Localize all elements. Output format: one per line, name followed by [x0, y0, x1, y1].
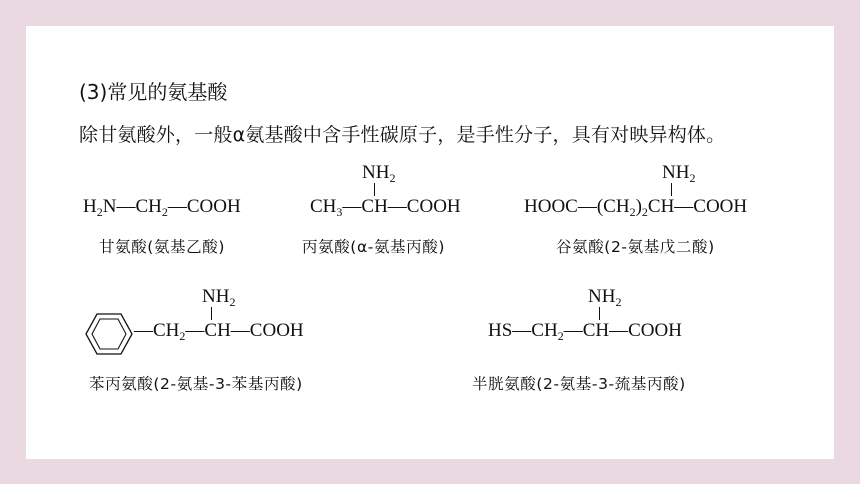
alanine-caption: 丙氨酸(α-氨基丙酸): [302, 238, 446, 256]
intro-paragraph: 除甘氨酸外，一般α氨基酸中含手性碳原子，是手性分子，具有对映异构体。: [79, 124, 726, 146]
alanine-formula: $CH_3—CH—COOH$: [310, 196, 461, 219]
alanine-amino-group: $NH_2$: [362, 162, 396, 185]
slide-canvas: [26, 26, 834, 459]
phenylalanine-amino-bond: [211, 307, 212, 320]
phenylalanine-formula: $—CH_2—CH—COOH$: [134, 320, 304, 343]
glycine-formula: $H_2N—CH_2—COOH$: [83, 196, 241, 219]
cysteine-formula: $HS—CH_2—CH—COOH$: [488, 320, 682, 343]
glutamic-acid-amino-bond: [671, 183, 672, 196]
phenylalanine-amino-group: $NH_2$: [202, 286, 236, 309]
glutamic-acid-amino-group: $NH_2$: [662, 162, 696, 185]
glutamic-acid-caption: 谷氨酸(2-氨基戊二酸): [556, 238, 715, 256]
cysteine-amino-bond: [599, 307, 600, 320]
section-heading: (3)常见的氨基酸: [79, 80, 228, 104]
glycine-caption: 甘氨酸(氨基乙酸): [99, 238, 225, 256]
alanine-amino-bond: [374, 183, 375, 196]
glutamic-acid-formula: $HOOC—(CH_2)_2CH—COOH$: [524, 196, 748, 219]
benzene-ring-icon: [84, 312, 134, 356]
cysteine-caption: 半胱氨酸(2-氨基-3-巯基丙酸): [472, 375, 686, 393]
phenylalanine-caption: 苯丙氨酸(2-氨基-3-苯基丙酸): [89, 375, 303, 393]
cysteine-amino-group: $NH_2$: [588, 286, 622, 309]
